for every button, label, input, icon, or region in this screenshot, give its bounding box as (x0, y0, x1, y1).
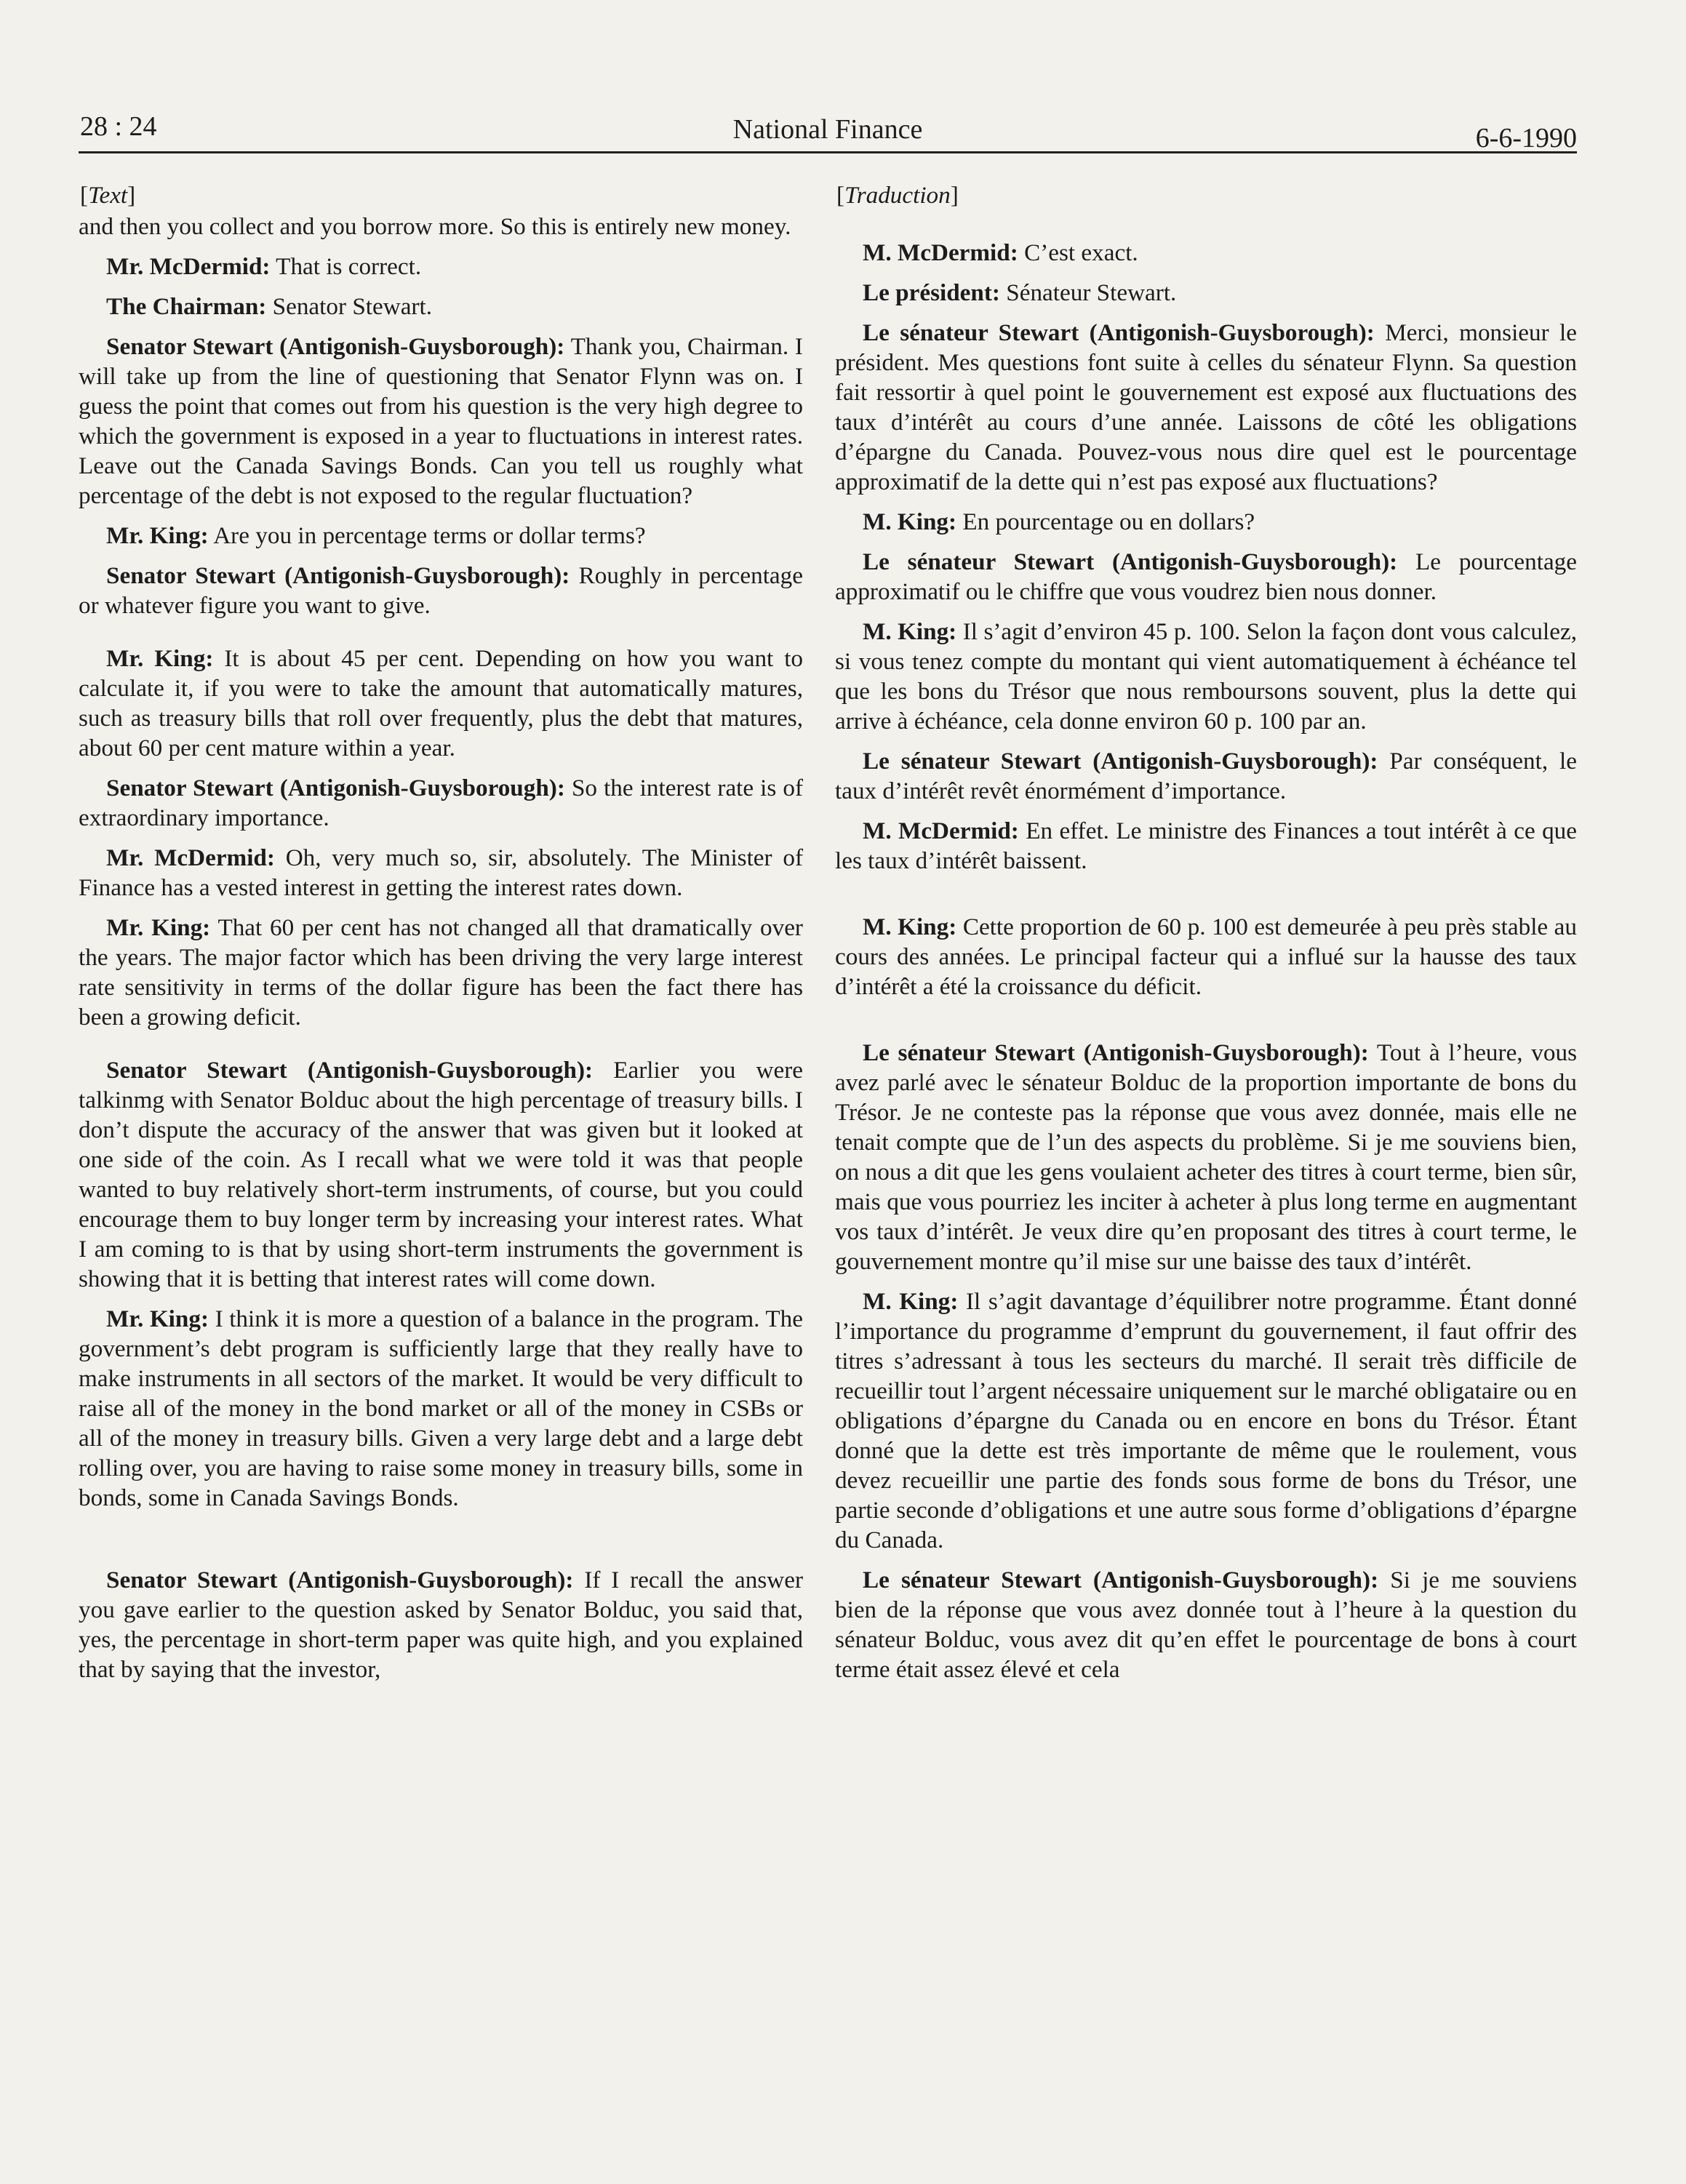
running-header (79, 102, 1577, 153)
paragraph (835, 318, 1577, 497)
paragraph (79, 561, 803, 620)
paragraph-text: Senator Stewart. (272, 293, 432, 320)
paragraph (79, 212, 803, 241)
speaker-label: Le sénateur Stewart (Antigonish-Guysborough): (863, 1039, 1369, 1066)
paragraph (79, 1304, 803, 1513)
paragraph-text: and then you collect and you borrow more. So this is entirely new money. (79, 213, 791, 240)
paragraph (835, 1287, 1577, 1555)
english-column (79, 180, 803, 1695)
paragraph-text: Si je me souviens bien de la réponse que vous avez donnée tout à l’heure à la question du sénateur Bolduc, vous avez dit qu’en effet le pourcentage de bons à court terme était assez élevé et cela (835, 1567, 1577, 1683)
paragraph-text: En pourcentage ou en dollars? (962, 508, 1255, 535)
paragraph-text: It is about 45 per cent. Depending on how you want to calculate it, if you were to take the amount that automatically matures, such as treasury bills that roll over frequently, plus the debt that matures, about 60 per cent mature within a year. (79, 645, 804, 761)
paragraph-text: Le pourcentage approximatif ou le chiffre que vous voudrez bien nous donner. (835, 548, 1577, 605)
paragraph (79, 252, 803, 281)
paragraph-text: En effet. Le ministre des Finances a tout intérêt à ce que les taux d’intérêt baissent. (835, 817, 1578, 874)
publication-title: National Finance (732, 114, 923, 145)
paragraph-text: Thank you, Chairman. I will take up from the line of questioning that Senator Flynn was on. I guess the point that comes out from his question is the very high degree to which the government is exposed in a year to fluctuations in interest rates. Leave out the Canada Savings Bonds. Can you tell us roughly what percentage of the debt is not exposed to the regular fluctuation? (79, 333, 803, 509)
paragraph-text: Roughly in percentage or whatever figure you want to give. (79, 562, 803, 619)
speaker-label: Le président: (863, 279, 1000, 306)
paragraph-text: That 60 per cent has not changed all that dramatically over the years. The major factor which has been driving the very large interest rate sensitivity in terms of the dollar figure has been the fact there has been a growing deficit. (79, 914, 803, 1031)
paragraph (835, 1038, 1577, 1276)
paragraph-text: Il s’agit d’environ 45 p. 100. Selon la façon dont vous calculez, si vous tenez compte du montant qui vient automatiquement à échéance tel que les bons du Trésor que nous remboursons souvent, plus la dette qui arrive à échéance, cela donne environ 60 p. 100 par an. (835, 618, 1577, 735)
speaker-label: Le sénateur Stewart (Antigonish-Guysborough): (863, 319, 1375, 346)
speaker-label: Senator Stewart (Antigonish-Guysborough): (106, 333, 565, 360)
speaker-label: Senator Stewart (Antigonish-Guysborough): (106, 1057, 594, 1084)
paragraph-text: So the interest rate is of extraordinary importance. (79, 775, 804, 831)
speaker-label: M. McDermid: (863, 817, 1019, 844)
page-folio: 28 : 24 (80, 111, 157, 142)
paragraph (79, 913, 803, 1032)
paragraph (79, 843, 803, 903)
paragraph-text: I think it is more a question of a balance in the program. The government’s debt program is sufficiently large that they really have to make instruments in all sectors of the market. It would be very difficult to raise all of the money in the bond market or all of the money in CSBs or all of the money in treasury bills. Given a very large debt and a large debt rolling over, you are having to raise some money in treasury bills, some in bonds, some in Canada Savings Bonds. (79, 1305, 803, 1511)
paragraph-text: Sénateur Stewart. (1006, 279, 1177, 306)
paragraph (835, 816, 1577, 876)
issue-date: 6-6-1990 (1475, 123, 1577, 153)
paragraph (835, 617, 1577, 736)
paragraph-text: Tout à l’heure, vous avez parlé avec le sénateur Bolduc de la proportion importante de bons du Trésor. Je ne conteste pas la réponse que vous avez donnée, mais elle ne tenait compte que de l’un des aspects du problème. Si je me souviens bien, on nous a dit que les gens voulaient acheter des titres à court terme, bien sûr, mais que vous pourriez les inciter à acheter à plus long terme en augmentant vos taux d’intérêt. Je veux dire qu’en proposant des titres à court terme, le gouvernement montre qu’il mise sur une baisse des taux d’intérêt. (835, 1039, 1577, 1275)
speaker-label: Senator Stewart (Antigonish-Guysborough): (106, 1567, 574, 1593)
paragraph-text: Il s’agit davantage d’équilibrer notre programme. Étant donné l’importance du programme d’emprunt du gouvernement, il faut offrir des titres s’adressant à tous les secteurs du marché. Il serait très difficile de recueillir tout l’argent nécessaire uniquement sur le marché obligataire ou en obligations d’épargne du Canada ou en encore en bons du Trésor. Étant donné que la dette est très importante de même que le roulement, vous devez recueillir une partie des fonds sous forme de bons du Trésor, une partie seconde d’obligations et une autre sous forme d’obligations d’épargne du Canada. (835, 1288, 1578, 1553)
speaker-label: Mr. King: (106, 1305, 209, 1332)
speaker-label: M. King: (863, 618, 957, 645)
paragraph-text: Oh, very much so, sir, absolutely. The Minister of Finance has a vested interest in getting the interest rates down. (79, 844, 803, 901)
speaker-label: The Chairman: (106, 293, 267, 320)
paragraph (835, 746, 1577, 806)
speaker-label: Le sénateur Stewart (Antigonish-Guysborough): (863, 1567, 1379, 1593)
paragraph (835, 238, 1577, 268)
speaker-label: Mr. McDermid: (106, 253, 271, 280)
speaker-label: Le sénateur Stewart (Antigonish-Guysborough): (863, 748, 1378, 775)
speaker-label: Mr. King: (106, 522, 209, 549)
paragraph (79, 292, 803, 321)
speaker-label: Mr. McDermid: (106, 844, 275, 871)
paragraph (79, 521, 803, 551)
text-marker: [Text] (80, 182, 136, 209)
paragraph (835, 912, 1577, 1001)
paragraph-text: C’est exact. (1024, 239, 1138, 266)
speaker-label: Senator Stewart (Antigonish-Guysborough): (106, 562, 570, 589)
paragraph-text: Are you in percentage terms or dollar terms? (213, 522, 646, 549)
paragraph (835, 507, 1577, 537)
paragraph-text: Earlier you were talkinmg with Senator Bolduc about the high percentage of treasury bills. I don’t dispute the accuracy of the answer that was given but it looked at one side of the coin. As I recall what we were told it was that people wanted to buy relatively short-term instruments, of course, but you could encourage them to buy longer term by increasing your interest rates. What I am coming to is that by using short-term instruments the government is showing that it is betting that interest rates will come down. (79, 1057, 803, 1292)
paragraph-text: Par conséquent, le taux d’intérêt revêt énormément d’importance. (835, 748, 1577, 804)
paragraph (79, 1055, 803, 1294)
paragraph-text: Merci, monsieur le président. Mes questions font suite à celles du sénateur Flynn. Sa question fait ressortir à quel point le gouvernement est exposé aux fluctuations des taux d’intérêt au cours d’une année. Laissons de côté les obligations d’épargne du Canada. Pouvez-vous nous dire quel est le pourcentage approximatif de la dette qui n’est pas exposé aux fluctuations? (835, 319, 1577, 495)
paragraph (835, 278, 1577, 308)
paragraph-text: That is correct. (276, 253, 422, 280)
speaker-label: M. King: (863, 1288, 959, 1315)
speaker-label: Mr. King: (106, 914, 211, 941)
speaker-label: M. King: (863, 913, 957, 940)
speaker-label: Mr. King: (106, 645, 214, 672)
speaker-label: M. McDermid: (863, 239, 1018, 266)
paragraph (79, 644, 803, 763)
translation-marker: [Traduction] (836, 182, 959, 209)
speaker-label: Le sénateur Stewart (Antigonish-Guysborough): (863, 548, 1398, 575)
speaker-label: Senator Stewart (Antigonish-Guysborough): (106, 775, 565, 801)
paragraph (835, 1565, 1577, 1684)
speaker-label: M. King: (863, 508, 957, 535)
paragraph (79, 1565, 803, 1684)
french-column (835, 180, 1577, 1695)
paragraph (835, 547, 1577, 607)
paragraph-text: If I recall the answer you gave earlier to the question asked by Senator Bolduc, you said that, yes, the percentage in short-term paper was quite high, and you explained that by saying that the investor, (79, 1567, 804, 1683)
paragraph (79, 773, 803, 833)
paragraph (79, 332, 803, 511)
paragraph-text: Cette proportion de 60 p. 100 est demeurée à peu près stable au cours des années. Le principal facteur qui a influé sur la hausse des taux d’intérêt a été la croissance du déficit. (835, 913, 1578, 1000)
